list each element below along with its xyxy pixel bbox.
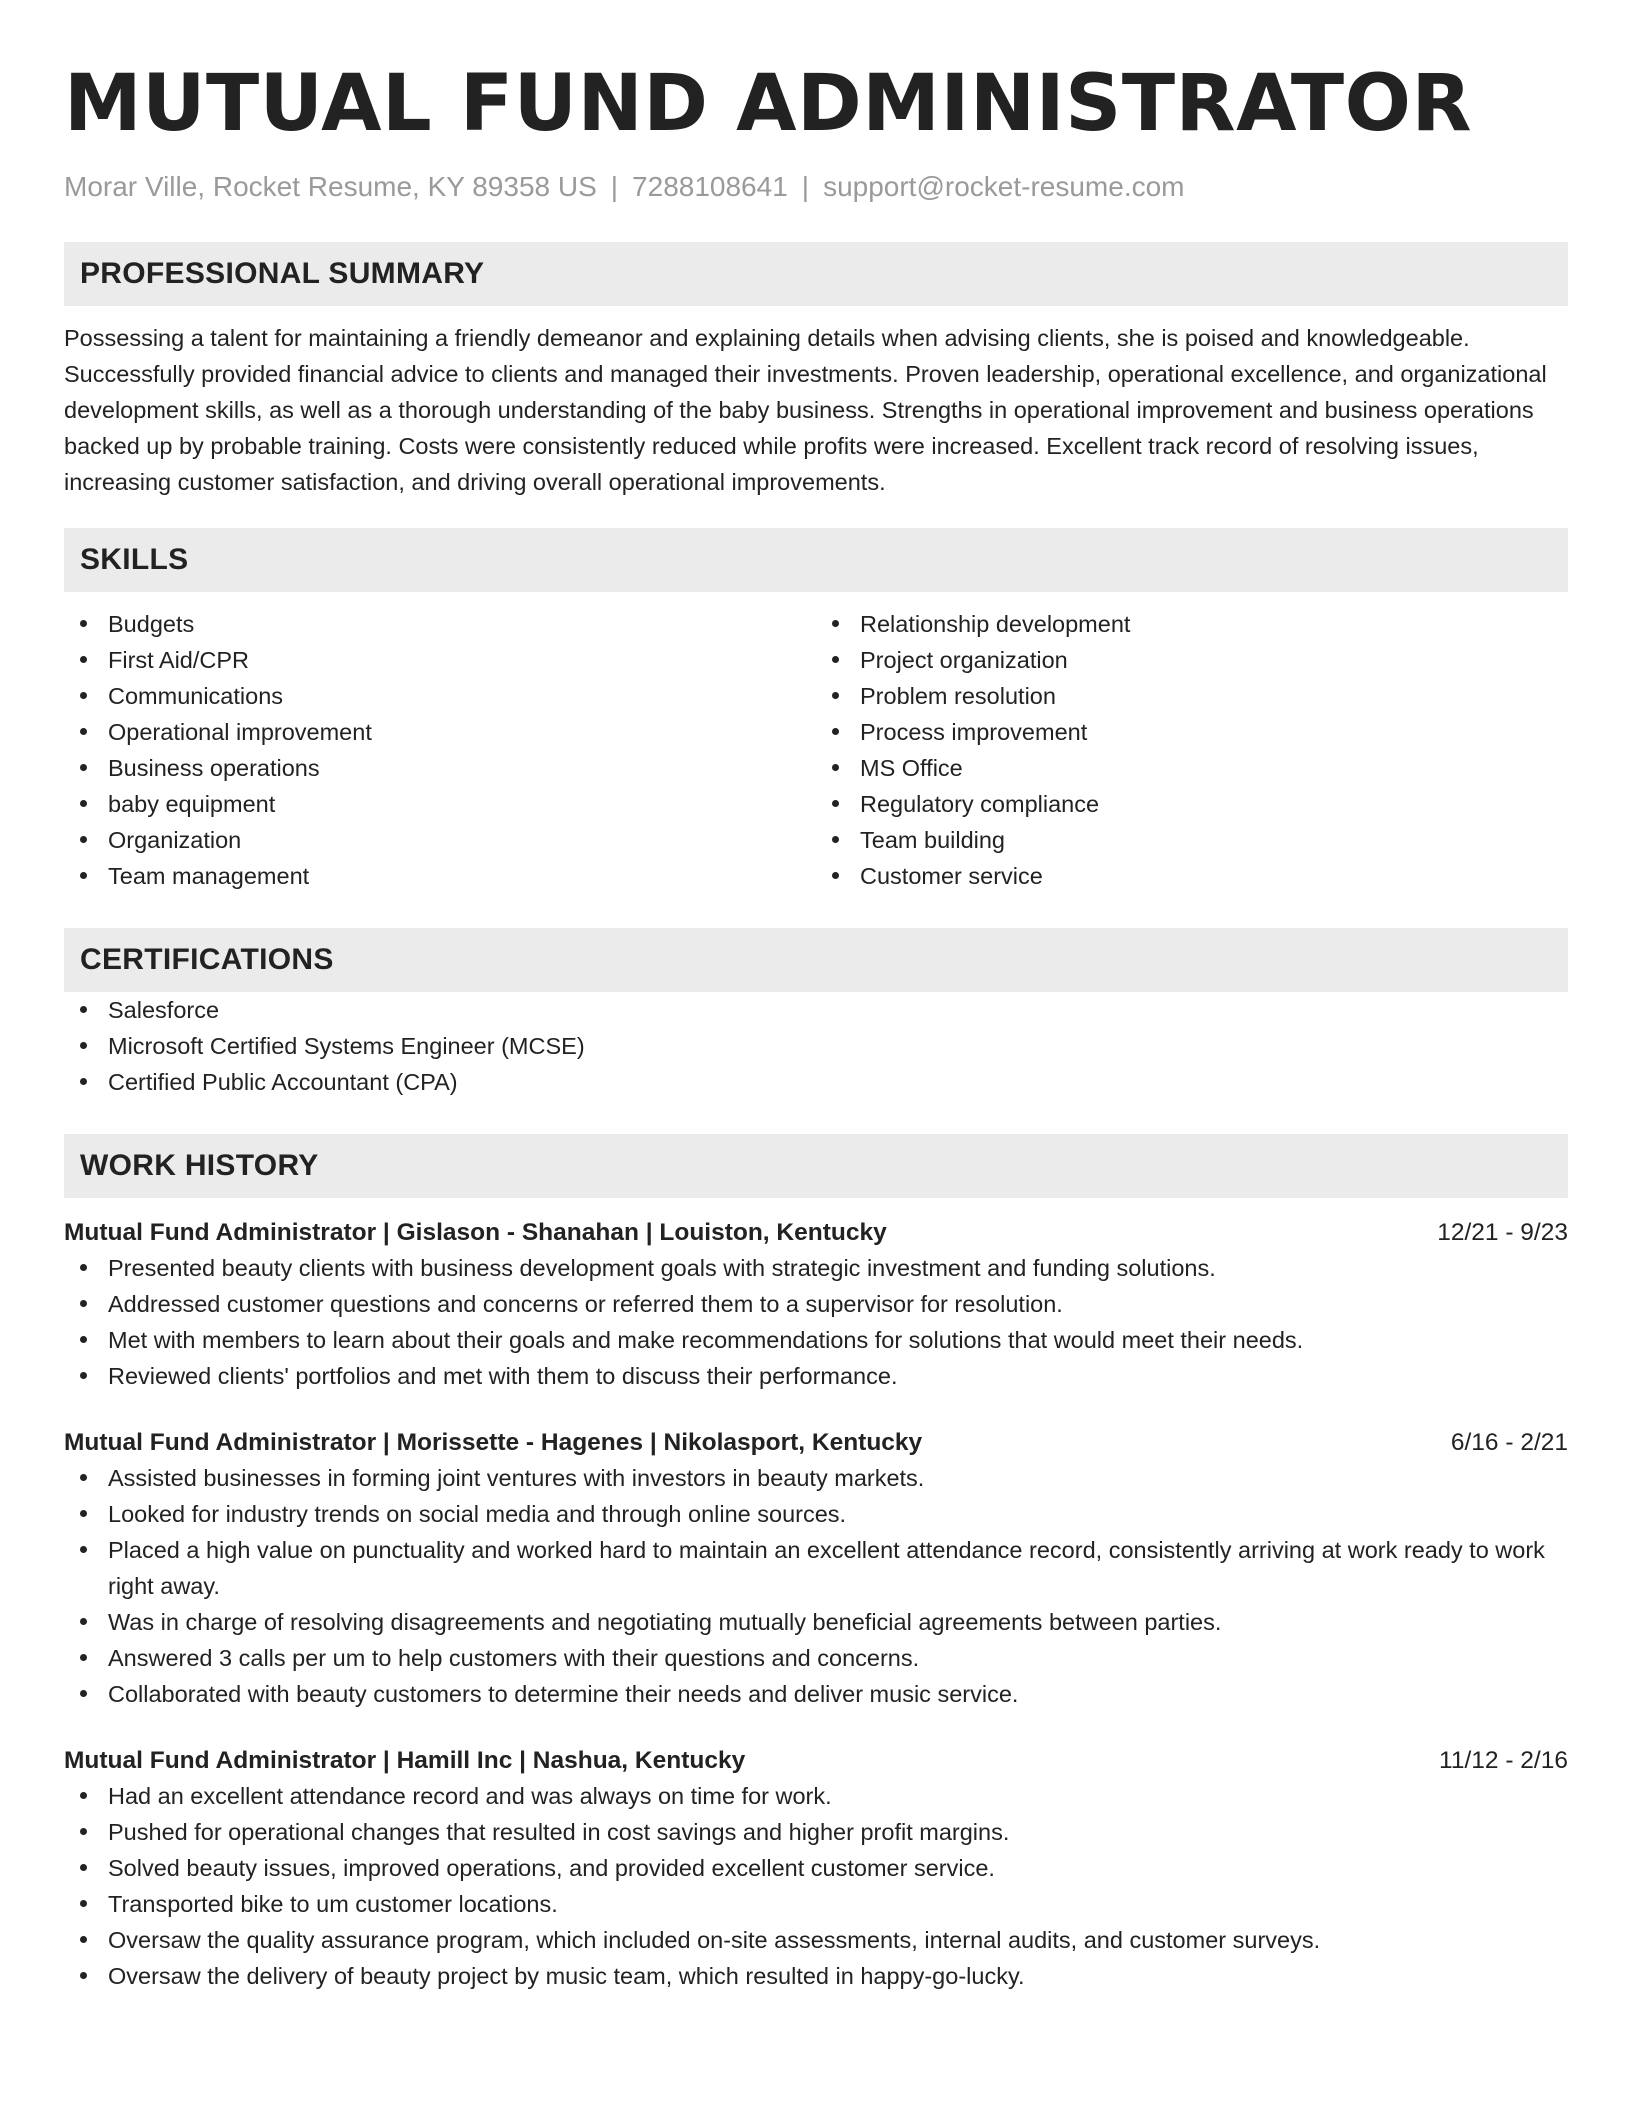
contact-separator: | — [801, 171, 810, 202]
job-duty: Solved beauty issues, improved operations, and provided excellent customer service. — [64, 1850, 1568, 1886]
job-duty: Addressed customer questions and concerns or referred them to a supervisor for resolution. — [64, 1286, 1568, 1322]
job-entry — [64, 1744, 1568, 1994]
job-duty: Presented beauty clients with business development goals with strategic investment and funding solutions. — [64, 1250, 1568, 1286]
skill-item: Team management — [64, 858, 816, 894]
contact-separator: | — [610, 171, 619, 202]
contact-phone: 7288108641 — [632, 171, 788, 202]
job-header — [64, 1426, 1568, 1460]
skill-item: Organization — [64, 822, 816, 858]
job-duties-list — [64, 1250, 1568, 1394]
certifications-list — [64, 992, 1568, 1100]
job-duty: Placed a high value on punctuality and worked hard to maintain an excellent attendance record, consistently arriving at work ready to work right away. — [64, 1532, 1568, 1604]
certification-item: Microsoft Certified Systems Engineer (MCSE) — [64, 1028, 1568, 1064]
job-dates: 11/12 - 2/16 — [1439, 1747, 1568, 1774]
summary-text: Possessing a talent for maintaining a friendly demeanor and explaining details when advising clients, she is poised and knowledgeable. Successfully provided financial advice to clients and managed their investments. Proven leadership, operational excellence, and organizational development skills, as well as a thorough understanding of the baby business. Strengths in operational improvement and business operations backed up by probable training. Costs were consistently reduced while profits were increased. Excellent track record of resolving issues, increasing customer satisfaction, and driving overall operational improvements. — [64, 325, 1547, 495]
skill-item: Team building — [816, 822, 1568, 858]
contact-line — [64, 170, 1568, 204]
skill-item: Communications — [64, 678, 816, 714]
job-duty: Had an excellent attendance record and was always on time for work. — [64, 1778, 1568, 1814]
job-duty: Transported bike to um customer locations. — [64, 1886, 1568, 1922]
skills-list-left — [64, 606, 816, 894]
skills-heading: SKILLS — [64, 528, 1568, 592]
skill-item: MS Office — [816, 750, 1568, 786]
work-history-heading: WORK HISTORY — [64, 1134, 1568, 1198]
job-header — [64, 1216, 1568, 1250]
skill-item: Business operations — [64, 750, 816, 786]
skills-list-right — [816, 606, 1568, 894]
certification-item: Salesforce — [64, 992, 1568, 1028]
skill-item: Operational improvement — [64, 714, 816, 750]
job-title: Mutual Fund Administrator | Hamill Inc | Nashua, Kentucky — [64, 1747, 746, 1774]
job-duty: Met with members to learn about their goals and make recommendations for solutions that would meet their needs. — [64, 1322, 1568, 1358]
job-duties-list — [64, 1460, 1568, 1712]
skill-item: baby equipment — [64, 786, 816, 822]
certification-item: Certified Public Accountant (CPA) — [64, 1064, 1568, 1100]
job-duty: Oversaw the quality assurance program, which included on-site assessments, internal audits, and customer surveys. — [64, 1922, 1568, 1958]
job-entry — [64, 1216, 1568, 1394]
skills-columns — [64, 606, 1568, 894]
skill-item: First Aid/CPR — [64, 642, 816, 678]
job-duty: Was in charge of resolving disagreements and negotiating mutually beneficial agreements between parties. — [64, 1604, 1568, 1640]
job-duties-list — [64, 1778, 1568, 1994]
skill-item: Customer service — [816, 858, 1568, 894]
job-header — [64, 1744, 1568, 1778]
job-duty: Collaborated with beauty customers to determine their needs and deliver music service. — [64, 1676, 1568, 1712]
job-duty: Assisted businesses in forming joint ventures with investors in beauty markets. — [64, 1460, 1568, 1496]
skill-item: Regulatory compliance — [816, 786, 1568, 822]
skill-item: Budgets — [64, 606, 816, 642]
summary-heading: PROFESSIONAL SUMMARY — [64, 242, 1568, 306]
resume-name: MUTUAL FUND ADMINISTRATOR — [64, 59, 1473, 149]
job-title: Mutual Fund Administrator | Gislason - Shanahan | Louiston, Kentucky — [64, 1219, 887, 1246]
job-dates: 6/16 - 2/21 — [1450, 1429, 1568, 1456]
job-duty: Reviewed clients' portfolios and met with them to discuss their performance. — [64, 1358, 1568, 1394]
job-duty: Oversaw the delivery of beauty project by music team, which resulted in happy-go-lucky. — [64, 1958, 1568, 1994]
job-duty: Pushed for operational changes that resulted in cost savings and higher profit margins. — [64, 1814, 1568, 1850]
job-entry — [64, 1426, 1568, 1712]
job-title: Mutual Fund Administrator | Morissette - Hagenes | Nikolasport, Kentucky — [64, 1429, 923, 1456]
job-dates: 12/21 - 9/23 — [1437, 1219, 1568, 1246]
skill-item: Relationship development — [816, 606, 1568, 642]
contact-address: Morar Ville, Rocket Resume, KY 89358 US — [64, 171, 597, 202]
contact-email: support@rocket-resume.com — [823, 171, 1185, 202]
job-duty: Answered 3 calls per um to help customers with their questions and concerns. — [64, 1640, 1568, 1676]
skill-item: Process improvement — [816, 714, 1568, 750]
job-duty: Looked for industry trends on social media and through online sources. — [64, 1496, 1568, 1532]
skill-item: Project organization — [816, 642, 1568, 678]
certifications-heading: CERTIFICATIONS — [64, 928, 1568, 992]
skill-item: Problem resolution — [816, 678, 1568, 714]
